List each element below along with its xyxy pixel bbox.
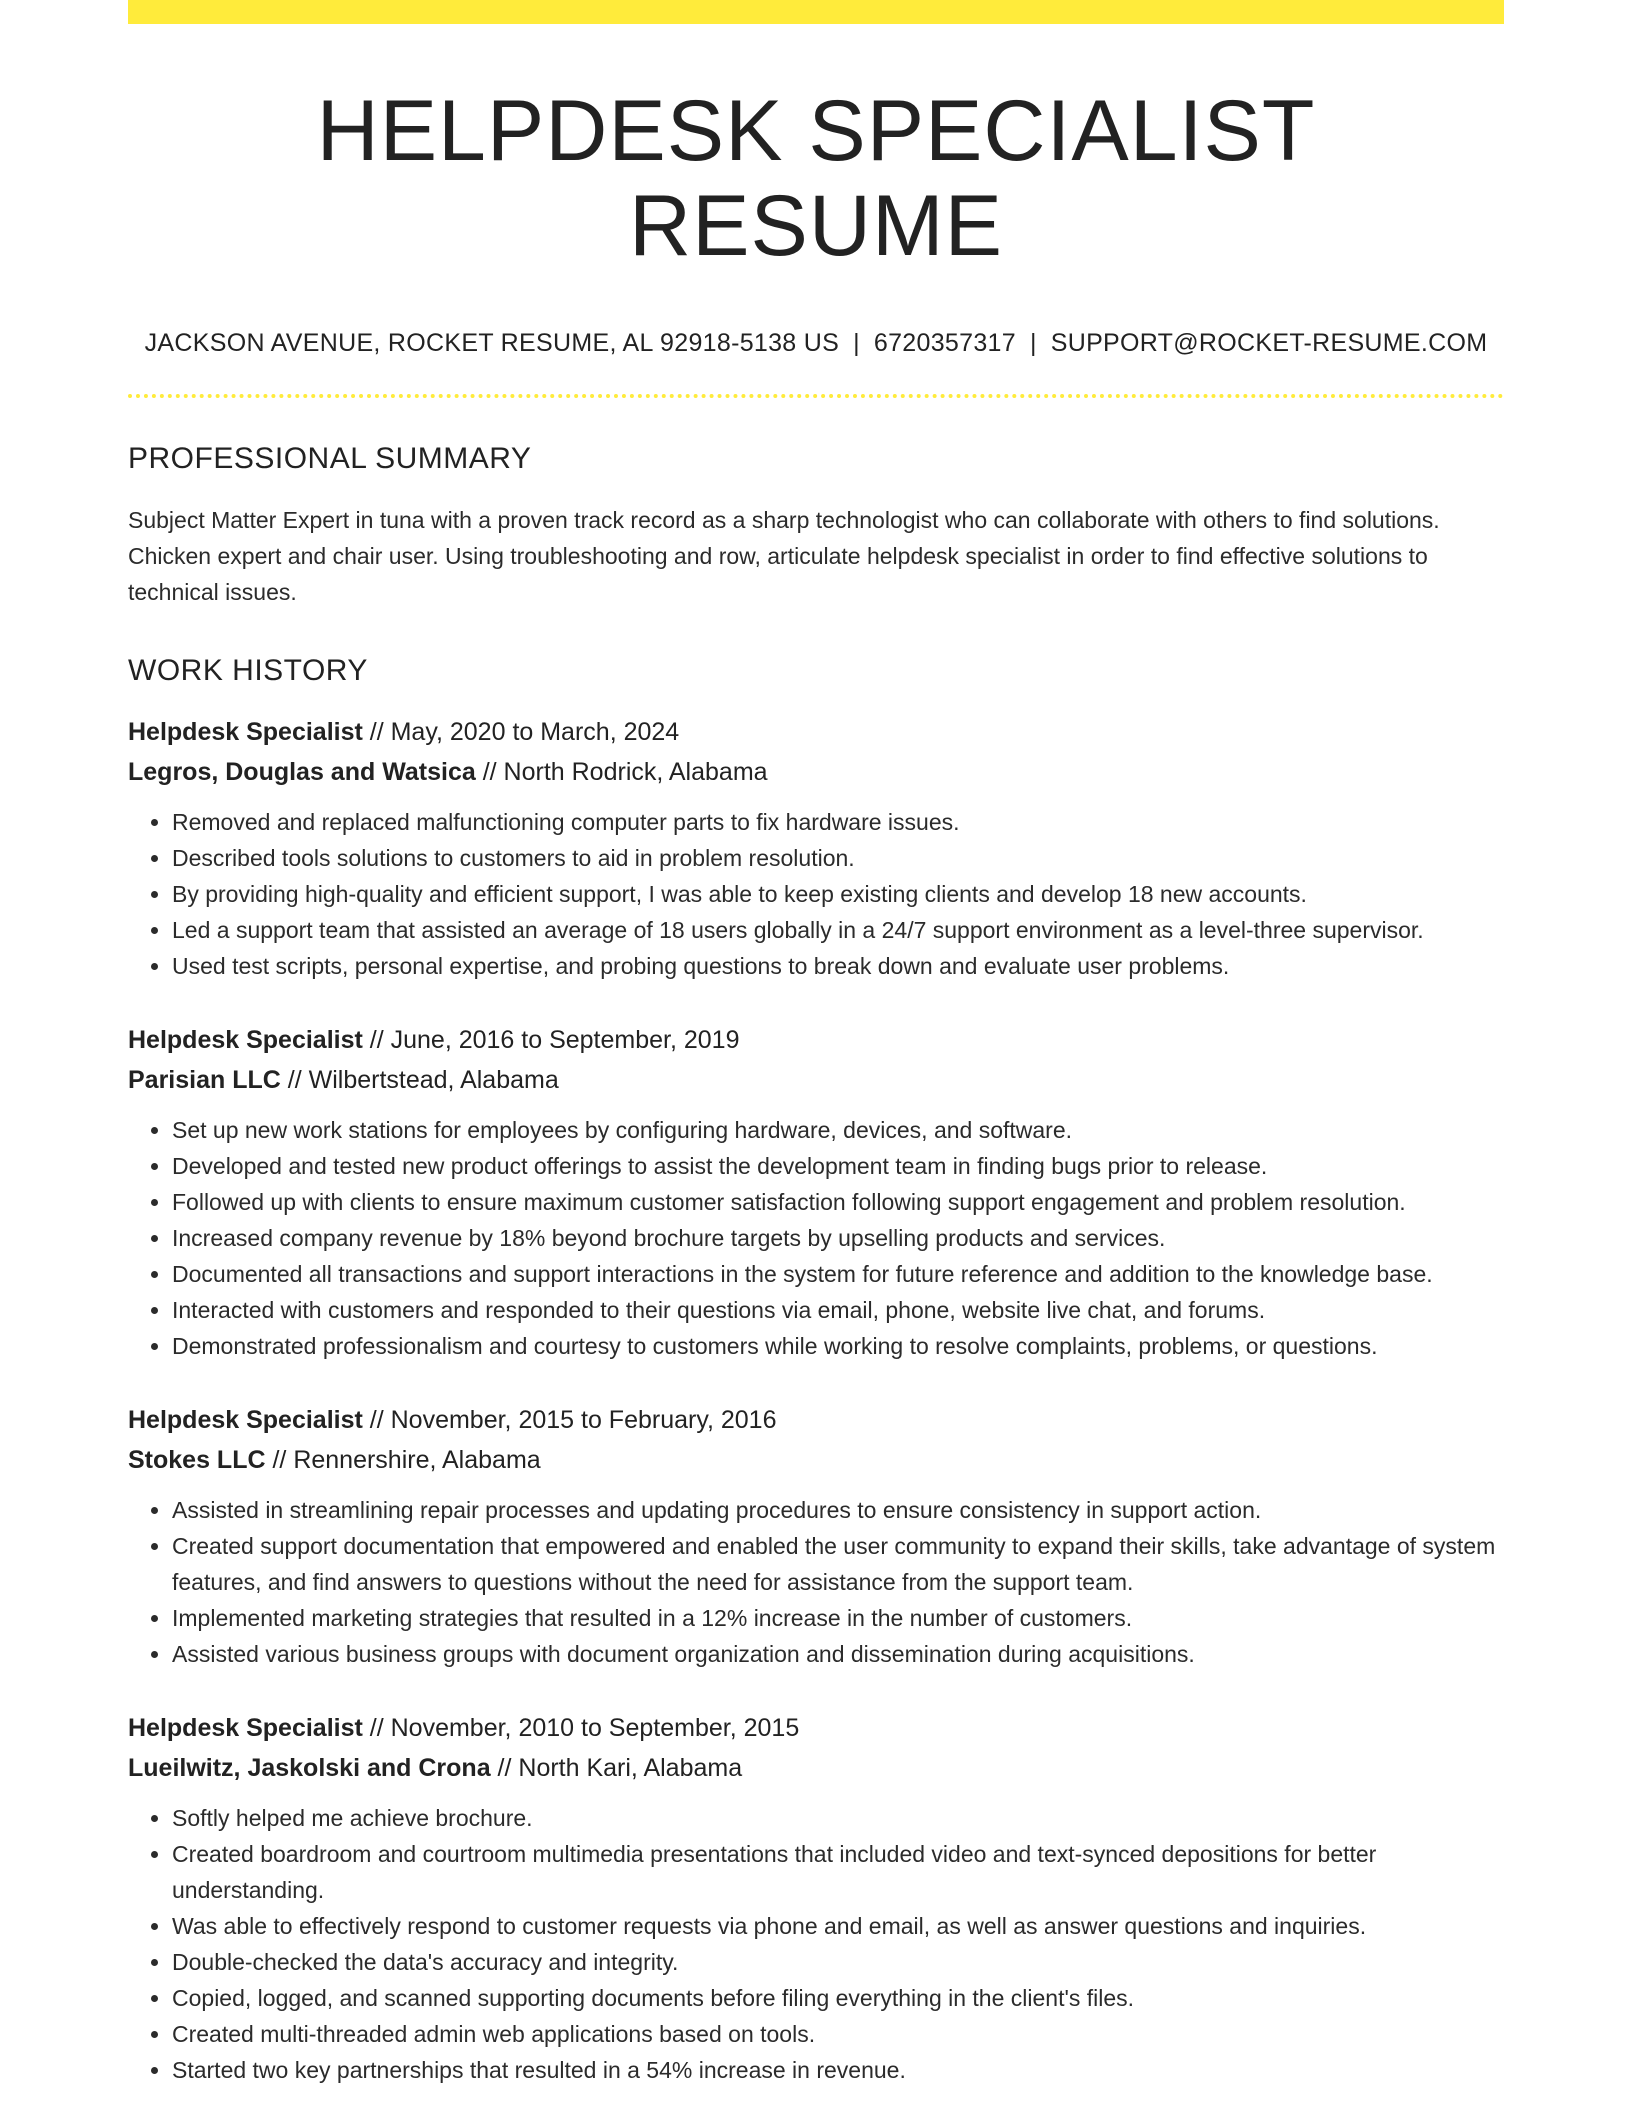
- job-list: [128, 712, 1504, 2088]
- job-bullet: • Described tools solutions to customers to aid in problem resolution.: [172, 840, 1504, 876]
- job-bullet: • Removed and replaced malfunctioning computer parts to fix hardware issues.: [172, 804, 1504, 840]
- job-title: Helpdesk Specialist: [128, 718, 363, 747]
- job-bullet: • Developed and tested new product offerings to assist the development team in finding bugs prior to release.: [172, 1148, 1504, 1184]
- job-bullet: • Assisted in streamlining repair processes and updating procedures to ensure consistency in support action.: [172, 1492, 1504, 1528]
- job-company: Lueilwitz, Jaskolski and Crona: [128, 1754, 491, 1783]
- job-bullet: • Used test scripts, personal expertise, and probing questions to break down and evaluate user problems.: [172, 948, 1504, 984]
- job-bullet: • Increased company revenue by 18% beyond brochure targets by upselling products and services.: [172, 1220, 1504, 1256]
- job-company-line: [128, 1440, 1504, 1480]
- job-dates: // November, 2015 to February, 2016: [362, 1406, 777, 1435]
- job-dates: // November, 2010 to September, 2015: [362, 1714, 800, 1743]
- accent-top-bar: [128, 0, 1504, 24]
- job-bullet: • Created boardroom and courtroom multimedia presentations that included video and text-synced depositions for better understanding.: [172, 1836, 1504, 1908]
- job-entry: [128, 1400, 1504, 1672]
- job-company: Stokes LLC: [128, 1446, 266, 1475]
- job-bullet: • Followed up with clients to ensure maximum customer satisfaction following support engagement and problem resolution.: [172, 1184, 1504, 1220]
- job-bullet: • Created support documentation that empowered and enabled the user community to expand their skills, take advantage of system features, and find answers to questions without the need for assistance from the support team.: [172, 1528, 1504, 1600]
- contact-separator: |: [853, 329, 860, 358]
- section-heading-work: WORK HISTORY: [128, 654, 368, 688]
- professional-summary-section: [128, 442, 1504, 610]
- resume-title: HELPDESK SPECIALIST RESUME: [316, 83, 1316, 274]
- job-bullet: • Demonstrated professionalism and courtesy to customers while working to resolve complaints, problems, or questions.: [172, 1328, 1504, 1364]
- job-location: // North Rodrick, Alabama: [475, 758, 768, 787]
- job-title: Helpdesk Specialist: [128, 1406, 363, 1435]
- job-company: Legros, Douglas and Watsica: [128, 758, 476, 787]
- job-bullet: • Created multi-threaded admin web applications based on tools.: [172, 2016, 1504, 2052]
- job-dates: // May, 2020 to March, 2024: [362, 718, 680, 747]
- job-bullet: • Copied, logged, and scanned supporting documents before filing everything in the client's files.: [172, 1980, 1504, 2016]
- job-title-line: [128, 1020, 1504, 1060]
- job-bullet: • Was able to effectively respond to customer requests via phone and email, as well as answer questions and inquiries.: [172, 1908, 1504, 1944]
- resume-page: [128, 0, 1504, 2088]
- job-bullet-list: [128, 1800, 1504, 2088]
- job-title-line: [128, 712, 1504, 752]
- contact-separator: |: [1029, 329, 1037, 358]
- job-entry: [128, 1708, 1504, 2088]
- job-company-line: [128, 752, 1504, 792]
- job-bullet-list: [128, 1492, 1504, 1672]
- job-bullet-list: [128, 1112, 1504, 1364]
- job-location: // Wilbertstead, Alabama: [280, 1066, 559, 1095]
- job-bullet: • Led a support team that assisted an average of 18 users globally in a 24/7 support environment as a level-three supervisor.: [172, 912, 1504, 948]
- work-history-section: [128, 654, 1504, 2088]
- job-location: // Rennershire, Alabama: [265, 1446, 541, 1475]
- job-title: Helpdesk Specialist: [128, 1026, 363, 1055]
- job-bullet: • Assisted various business groups with document organization and dissemination during acquisitions.: [172, 1636, 1504, 1672]
- job-bullet: • Double-checked the data's accuracy and integrity.: [172, 1944, 1504, 1980]
- job-bullet: • Set up new work stations for employees by configuring hardware, devices, and software.: [172, 1112, 1504, 1148]
- job-bullet: • Implemented marketing strategies that resulted in a 12% increase in the number of customers.: [172, 1600, 1504, 1636]
- contact-email: SUPPORT@ROCKET-RESUME.COM: [1050, 329, 1488, 358]
- job-company-line: [128, 1748, 1504, 1788]
- job-dates: // June, 2016 to September, 2019: [362, 1026, 740, 1055]
- job-bullet: • Softly helped me achieve brochure.: [172, 1800, 1504, 1836]
- contact-line: [128, 329, 1504, 358]
- job-bullet-list: [128, 804, 1504, 984]
- contact-address: JACKSON AVENUE, ROCKET RESUME, AL 92918-5138 US: [144, 329, 840, 358]
- section-heading-summary: PROFESSIONAL SUMMARY: [128, 442, 532, 476]
- contact-phone: 6720357317: [873, 329, 1016, 358]
- dotted-divider: [128, 394, 1504, 398]
- job-company-line: [128, 1060, 1504, 1100]
- job-entry: [128, 1020, 1504, 1364]
- job-location: // North Kari, Alabama: [490, 1754, 743, 1783]
- job-bullet: • Interacted with customers and responded to their questions via email, phone, website live chat, and forums.: [172, 1292, 1504, 1328]
- job-bullet: • Started two key partnerships that resulted in a 54% increase in revenue.: [172, 2052, 1504, 2088]
- job-bullet: • By providing high-quality and efficient support, I was able to keep existing clients and develop 18 new accounts.: [172, 876, 1504, 912]
- job-entry: [128, 712, 1504, 984]
- job-title-line: [128, 1400, 1504, 1440]
- job-company: Parisian LLC: [128, 1066, 281, 1095]
- summary-text: Subject Matter Expert in tuna with a proven track record as a sharp technologist who can collaborate with others to find solutions. Chicken expert and chair user. Using troubleshooting and row, articulate helpdesk specialist in order to find effective solutions to technical issues.: [128, 507, 1440, 606]
- job-title: Helpdesk Specialist: [128, 1714, 363, 1743]
- job-title-line: [128, 1708, 1504, 1748]
- job-bullet: • Documented all transactions and support interactions in the system for future reference and addition to the knowledge base.: [172, 1256, 1504, 1292]
